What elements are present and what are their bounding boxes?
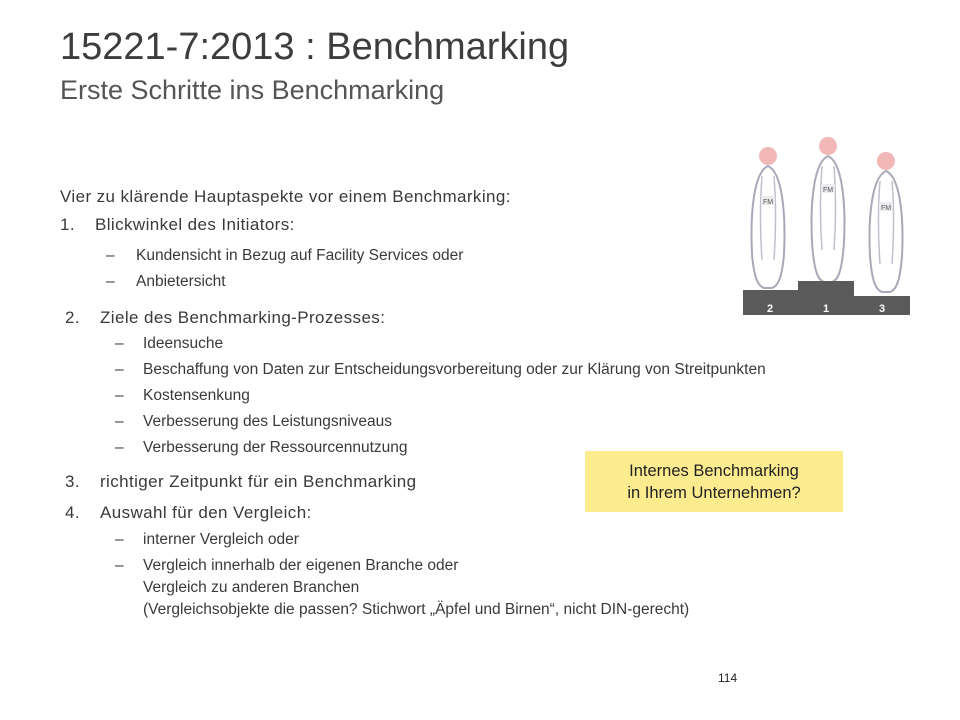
figure-2nd-place [752, 147, 785, 288]
section-4-item-2: Vergleich innerhalb der eigenen Branche oder [143, 557, 459, 574]
section-2-number: 2. [65, 308, 80, 327]
section-2-item-5: Verbesserung der Ressourcennutzung [143, 439, 408, 456]
section-1-item-2: Anbietersicht [136, 273, 226, 290]
callout-line-1: Internes Benchmarking [629, 461, 799, 480]
section-3-label: richtiger Zeitpunkt für ein Benchmarking [100, 472, 417, 491]
section-4-label: Auswahl für den Vergleich: [100, 503, 312, 522]
section-2-item-2: Beschaffung von Daten zur Entscheidungsvorbereitung oder zur Klärung von Streitpunkten [143, 361, 766, 378]
section-2-label: Ziele des Benchmarking-Prozesses: [100, 308, 386, 327]
dash-bullet: – [115, 531, 124, 548]
section-1-label: Blickwinkel des Initiators: [95, 215, 295, 234]
figure-badge: FM [822, 187, 834, 194]
section-1-item-1: Kundensicht in Bezug auf Facility Services oder [136, 247, 464, 264]
section-3-number: 3. [65, 472, 80, 491]
slide-subtitle: Erste Schritte ins Benchmarking [60, 75, 445, 105]
dash-bullet: – [106, 273, 115, 290]
section-4-item-4: (Vergleichsobjekte die passen? Stichwort „Äpfel und Birnen“, nicht DIN-gerecht) [143, 601, 690, 618]
podium-illustration [738, 132, 918, 318]
dash-bullet: – [115, 361, 124, 378]
podium-label-1: 1 [822, 303, 830, 315]
dash-bullet: – [115, 439, 124, 456]
section-4-item-1: interner Vergleich oder [143, 531, 299, 548]
page-number: 114 [718, 671, 738, 685]
dash-bullet: – [115, 413, 124, 430]
callout-line-2: in Ihrem Unternehmen? [627, 483, 801, 502]
intro-text: Vier zu klärende Hauptaspekte vor einem Benchmarking: [60, 187, 511, 206]
dash-bullet: – [115, 557, 124, 574]
figure-head [819, 137, 837, 155]
callout-box [585, 451, 843, 512]
dash-bullet: – [106, 247, 115, 264]
section-2-item-1: Ideensuche [143, 335, 224, 352]
slide-title: 15221-7:2013 : Benchmarking [60, 26, 570, 68]
section-1-number: 1. [60, 215, 75, 234]
dash-bullet: – [115, 335, 124, 352]
figure-badge: FM [762, 199, 774, 206]
section-2-item-3: Kostensenkung [143, 387, 250, 404]
figure-head [877, 152, 895, 170]
figure-head [759, 147, 777, 165]
dash-bullet: – [115, 387, 124, 404]
podium-label-3: 3 [878, 303, 886, 315]
section-2-item-4: Verbesserung des Leistungsniveaus [143, 413, 393, 430]
figure-3rd-place [870, 152, 903, 292]
podium-label-2: 2 [766, 303, 774, 315]
figure-1st-place [812, 137, 845, 282]
section-4-item-3: Vergleich zu anderen Branchen [143, 579, 360, 596]
figure-badge: FM [880, 205, 892, 212]
section-4-number: 4. [65, 503, 80, 522]
